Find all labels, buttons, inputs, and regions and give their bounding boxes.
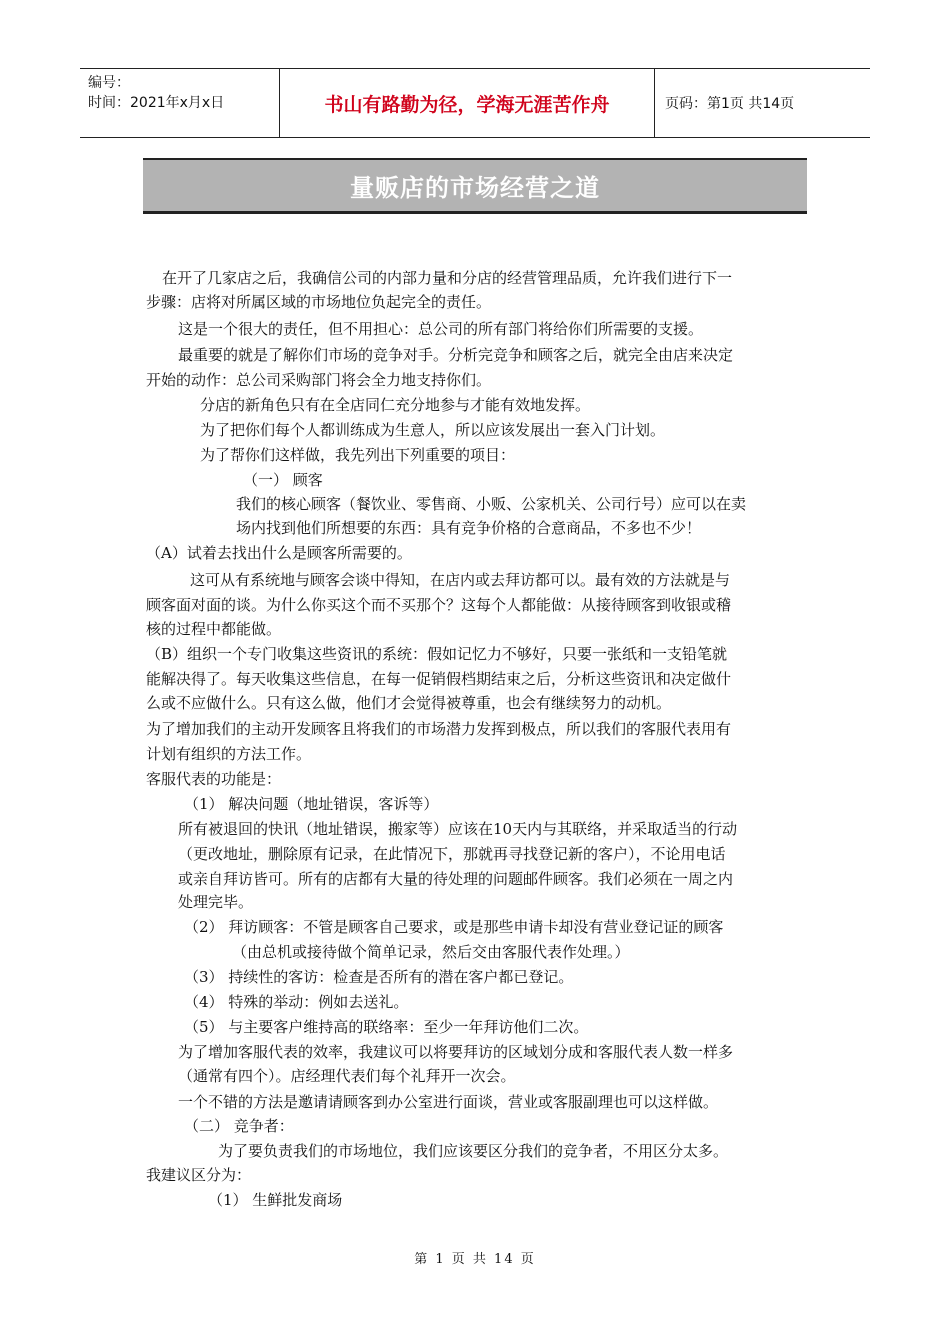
body-line: 计划有组织的方法工作。 xyxy=(146,745,312,763)
body-line: 处理完毕。 xyxy=(178,893,254,911)
time-label: 时间：2021年x月x日 xyxy=(88,95,225,111)
body-line: 顾客面对面的谈。为什么你买这个而不买那个？这每个人都能做：从接待顾客到收银或稽 xyxy=(146,596,732,614)
header-page-info: 页码：第1页 共14页 xyxy=(665,96,795,112)
page-title: 量贩店的市场经营之道 xyxy=(350,174,600,202)
body-line: 为了增加客服代表的效率，我建议可以将要拜访的区域划分成和客服代表人数一样多 xyxy=(178,1043,734,1061)
body-line: 我建议区分为： xyxy=(146,1166,252,1184)
body-line: 为了把你们每个人都训练成为生意人，所以应该发展出一套入门计划。 xyxy=(200,421,666,439)
body-line: 开始的动作：总公司采购部门将会全力地支持你们。 xyxy=(146,371,492,389)
body-line: 这可从有系统地与顾客会谈中得知，在店内或去拜访都可以。最有效的方法就是与 xyxy=(190,571,731,589)
body-line: 分店的新角色只有在全店同仁充分地参与才能有效地发挥。 xyxy=(200,396,591,414)
page-footer: 第 1 页 共 14 页 xyxy=(414,1252,536,1267)
body-line: 所有被退回的快讯（地址错误，搬家等）应该在10天内与其联络，并采取适当的行动 xyxy=(178,820,738,838)
body-line: （通常有四个）。店经理代表们每个礼拜开一次会。 xyxy=(178,1067,516,1085)
body-line: 最重要的就是了解你们市场的竞争对手。分析完竞争和顾客之后，就完全由店来决定 xyxy=(178,346,734,364)
body-line: 为了增加我们的主动开发顾客且将我们的市场潜力发挥到极点，所以我们的客服代表用有 xyxy=(146,720,732,738)
section-heading-customers: （一） 顾客 xyxy=(243,471,323,489)
body-line: （由总机或接待做个简单记录，然后交由客服代表作处理。） xyxy=(232,943,630,961)
page-header xyxy=(80,68,870,138)
header-motto: 书山有路勤为径，学海无涯苦作舟 xyxy=(280,69,655,137)
section-heading-competitors: （二） 竞争者： xyxy=(184,1117,294,1135)
list-item: （1） 解决问题（地址错误，客诉等） xyxy=(184,795,439,813)
list-item: （1） 生鲜批发商场 xyxy=(208,1191,343,1209)
body-line: 这是一个很大的责任，但不用担心：总公司的所有部门将给你们所需要的支援。 xyxy=(178,320,704,338)
list-item: （5） 与主要客户维持高的联络率：至少一年拜访他们二次。 xyxy=(184,1018,589,1036)
body-line: 在开了几家店之后，我确信公司的内部力量和分店的经营管理品质，允许我们进行下一 xyxy=(162,269,733,287)
body-line: （A）试着去找出什么是顾客所需要的。 xyxy=(146,544,412,562)
body-line: 为了要负责我们的市场地位，我们应该要区分我们的竞争者，不用区分太多。 xyxy=(218,1142,729,1160)
body-line: （更改地址，删除原有记录，在此情况下，那就再寻找登记新的客户），不论用电话 xyxy=(178,845,726,863)
list-item: （2） 拜访顾客：不管是顾客自己要求，或是那些申请卡却没有营业登记证的顾客 xyxy=(184,918,724,936)
body-line: （B）组织一个专门收集这些资讯的系统：假如记忆力不够好，只要一张纸和一支铅笔就 xyxy=(146,645,728,663)
body-line: 么或不应做什么。只有这么做，他们才会觉得被尊重，也会有继续努力的动机。 xyxy=(146,694,672,712)
body-line: 或亲自拜访皆可。所有的店都有大量的待处理的问题邮件顾客。我们必须在一周之内 xyxy=(178,870,734,888)
body-line: 一个不错的方法是邀请请顾客到办公室进行面谈，营业或客服副理也可以这样做。 xyxy=(178,1093,719,1111)
body-line: 为了帮你们这样做，我先列出下列重要的项目： xyxy=(200,446,516,464)
body-line: 客服代表的功能是： xyxy=(146,770,282,788)
number-label: 编号： xyxy=(88,75,130,91)
list-item: （4） 特殊的举动：例如去送礼。 xyxy=(184,993,409,1011)
title-banner xyxy=(143,158,807,214)
body-line: 步骤：店将对所属区域的市场地位负起完全的责任。 xyxy=(146,293,492,311)
header-meta xyxy=(80,69,280,137)
body-line: 能解决得了。每天收集这些信息，在每一促销假档期结束之后，分析这些资讯和决定做什 xyxy=(146,670,732,688)
list-item: （3） 持续性的客访：检查是否所有的潜在客户都已登记。 xyxy=(184,968,574,986)
body-line: 我们的核心顾客（餐饮业、零售商、小贩、公家机关、公司行号）应可以在卖 xyxy=(236,495,747,513)
body-line: 核的过程中都能做。 xyxy=(146,620,282,638)
body-line: 场内找到他们所想要的东西：具有竞争价格的合意商品，不多也不少！ xyxy=(236,519,702,537)
